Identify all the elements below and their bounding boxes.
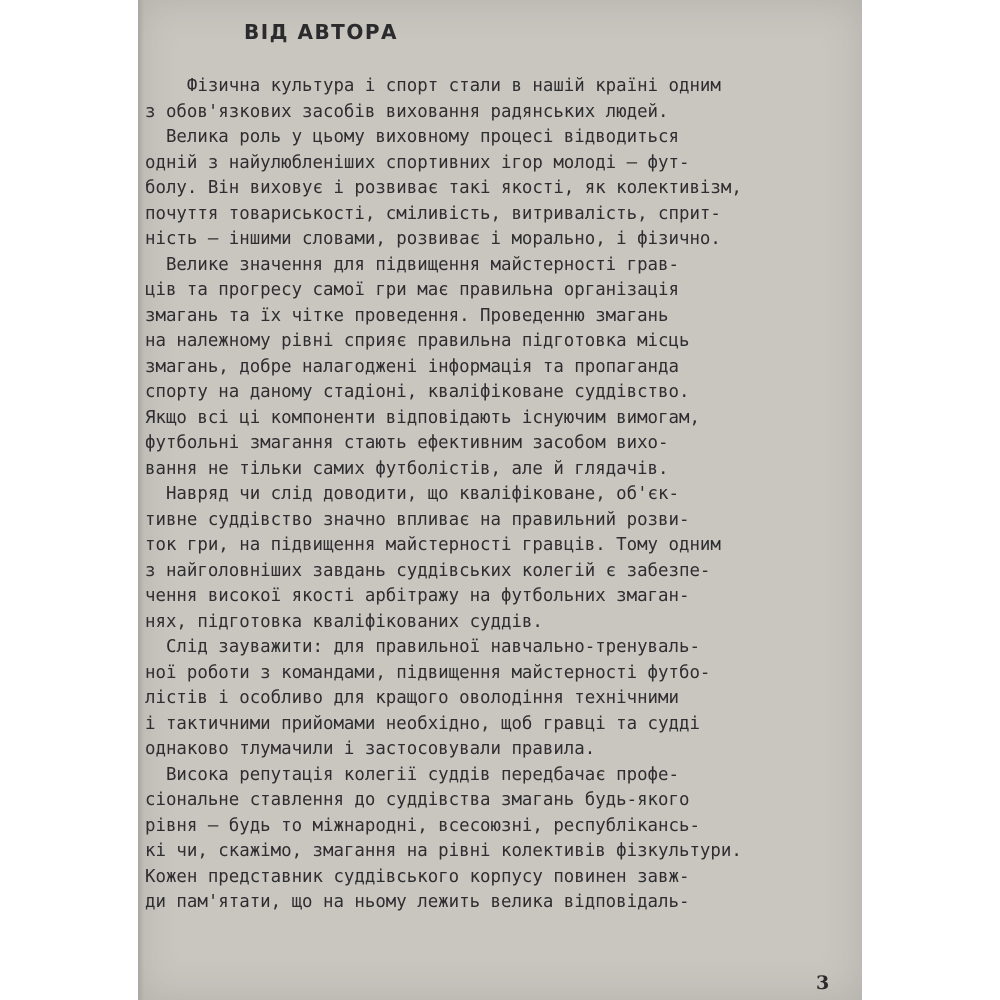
text-line: Слід зауважити: для правильної навчально-тренуваль- bbox=[145, 637, 700, 657]
text-line: сіональне ставлення до суддівства змагань будь-якого bbox=[145, 790, 690, 810]
text-line: рівня — будь то міжнародні, всесоюзні, республікансь- bbox=[145, 815, 700, 836]
text-line: однаково тлумачили і застосовували правила. bbox=[145, 739, 596, 759]
text-line: почуття товариськості, сміливість, витривалість, сприт- bbox=[145, 203, 721, 224]
text-line: змагань та їх чітке проведення. Проведенню змагань bbox=[145, 305, 669, 326]
text-line: ної роботи з командами, підвищення майстерності футбо- bbox=[145, 662, 711, 683]
text-line: з найголовніших завдань суддівських колегій є забезпе- bbox=[145, 560, 711, 581]
text-line: з обов'язкових засобів виховання радянських людей. bbox=[145, 101, 669, 122]
text-line: ток гри, на підвищення майстерності гравців. Тому одним bbox=[145, 535, 721, 555]
text-line: спорту на даному стадіоні, кваліфіковане суддівство. bbox=[145, 382, 690, 402]
text-line: і тактичними прийомами необхідно, щоб гравці та судді bbox=[145, 713, 700, 734]
text-line: чення високої якості арбітражу на футбольних змаган- bbox=[145, 586, 690, 606]
page-edge-shadow bbox=[138, 0, 144, 1000]
text-line: вання не тільки самих футболістів, але й глядачів. bbox=[145, 458, 669, 479]
text-line: Висока репутація колегії суддів передбачає профе- bbox=[145, 764, 679, 785]
text-line: лістів і особливо для кращого оволодіння технічними bbox=[145, 688, 679, 708]
page-heading: ВІД АВТОРА bbox=[244, 20, 398, 44]
text-line: на належному рівні сприяє правильна підготовка місць bbox=[145, 331, 690, 351]
text-line: нях, підготовка кваліфікованих суддів. bbox=[145, 611, 543, 632]
text-line: одній з найулюбленіших спортивних ігор молоді — фут- bbox=[145, 152, 690, 173]
text-line: Велика роль у цьому виховному процесі відводиться bbox=[145, 127, 679, 147]
text-line: ди пам'ятати, що на ньому лежить велика відповідаль- bbox=[145, 892, 690, 912]
text-line: змагань, добре налагоджені інформація та пропаганда bbox=[145, 356, 679, 377]
text-line: Фізична культура і спорт стали в нашій країні одним bbox=[145, 76, 721, 96]
text-line: ність — іншими словами, розвиває і морально, і фізично. bbox=[145, 229, 721, 249]
text-line: Навряд чи слід доводити, що кваліфіковане, об'єк- bbox=[145, 484, 679, 504]
text-line: ців та прогресу самої гри має правильна організація bbox=[145, 280, 679, 300]
body-text bbox=[145, 74, 847, 916]
text-line: Велике значення для підвищення майстерності грав- bbox=[145, 254, 679, 275]
text-line: Кожен представник суддівського корпусу повинен завж- bbox=[145, 866, 690, 887]
text-line: болу. Він виховує і розвиває такі якості, як колективізм, bbox=[145, 178, 742, 198]
page-number: 3 bbox=[816, 972, 830, 994]
text-line: Якщо всі ці компоненти відповідають існуючим вимогам, bbox=[145, 407, 700, 428]
text-line: кі чи, скажімо, змагання на рівні колективів фізкультури. bbox=[145, 841, 742, 861]
text-line: тивне суддівство значно впливає на правильний розви- bbox=[145, 509, 690, 530]
text-line: футбольні змагання стають ефективним засобом вихо- bbox=[145, 433, 669, 453]
